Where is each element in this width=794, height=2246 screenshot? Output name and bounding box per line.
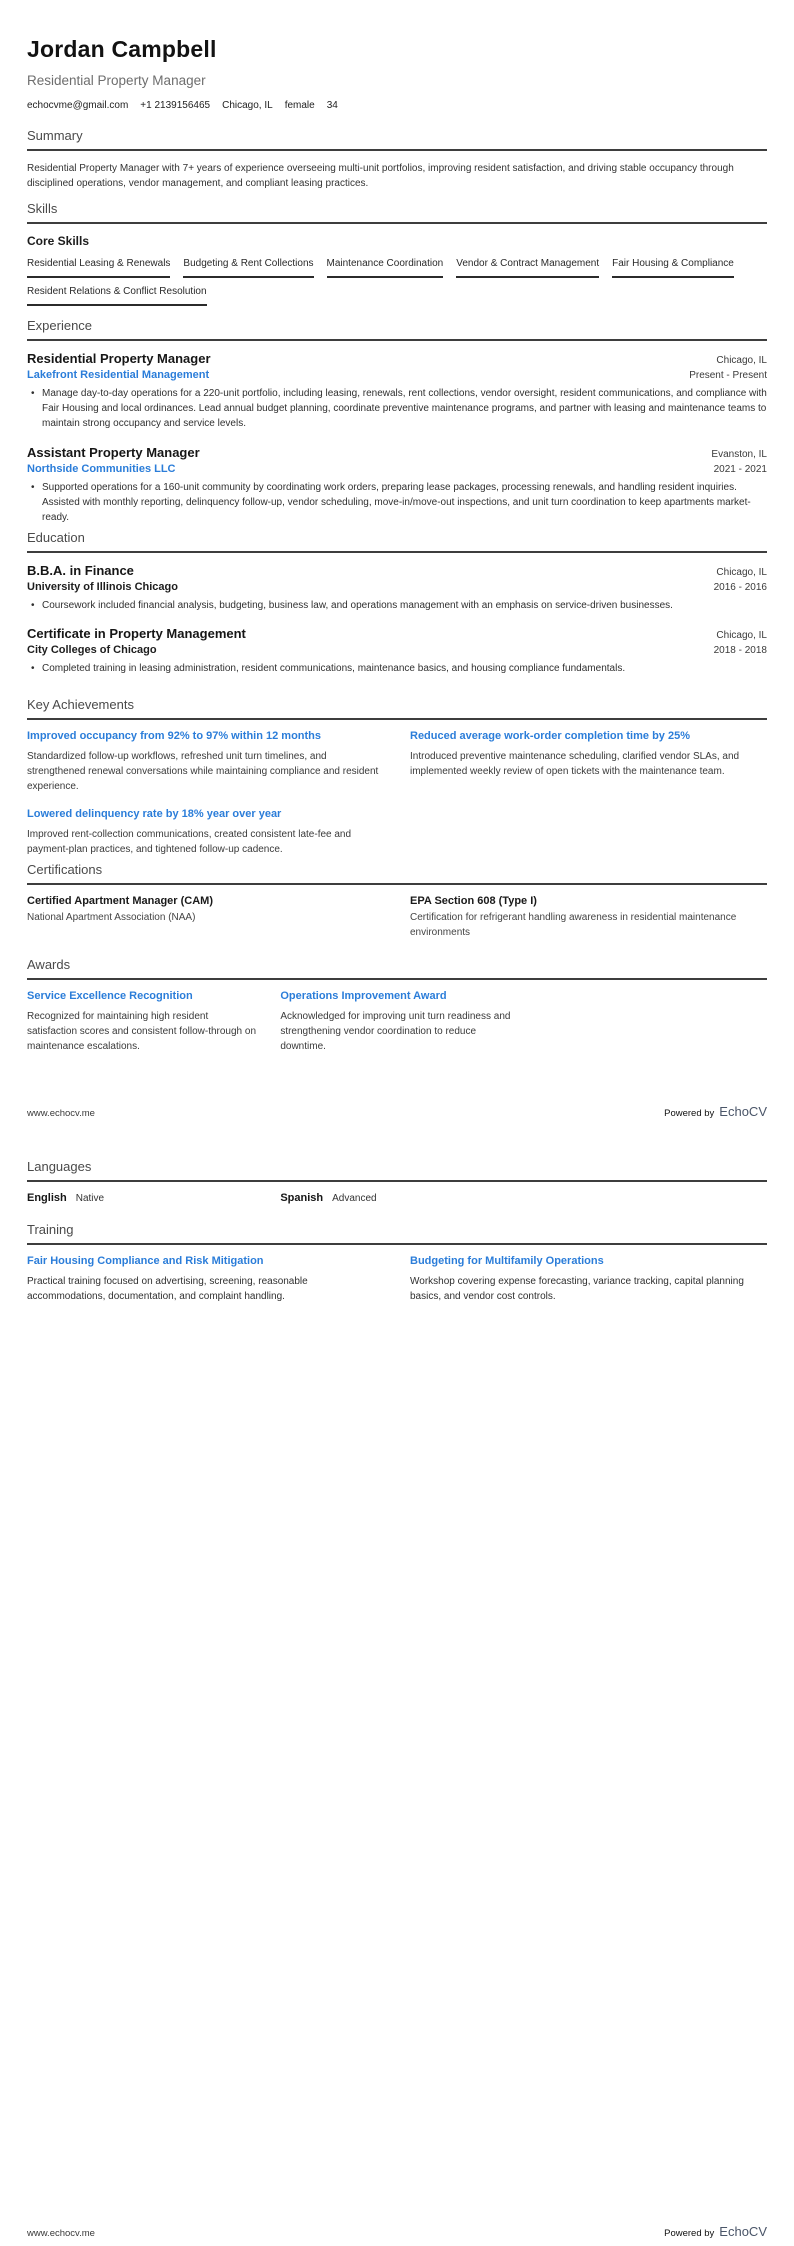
achievement-description: Improved rent-collection communications, created consistent late-fee and payment-plan practices, and tightened follow-up cadence. [27,828,352,855]
echocv-brand-link[interactable]: EchoCV [719,1104,767,1119]
school-name: University of Illinois Chicago [27,581,178,593]
skill-item: Resident Relations & Conflict Resolution [27,285,207,306]
languages-heading: Languages [27,1159,767,1182]
experience-entry [27,445,767,526]
school-location: Chicago, IL [716,567,767,578]
skills-list [27,257,767,306]
experience-heading: Experience [27,318,767,341]
job-bullets [27,386,767,432]
powered-by [664,2224,767,2239]
award-description: Recognized for maintaining high resident satisfaction scores and consistent follow-through on maintenance escalations. [27,1011,257,1053]
achievement-title: Lowered delinquency rate by 18% year over year [27,807,282,820]
contact-email[interactable]: echocvme@gmail.com [27,100,129,111]
award-item [280,990,513,1055]
education-entry [27,626,767,676]
degree-title: B.B.A. in Finance [27,563,134,578]
achievement-item [410,730,767,795]
job-title: Assistant Property Manager [27,444,200,460]
job-title: Residential Property Manager [27,351,211,366]
powered-by-label: Powered by [664,2228,715,2239]
awards-heading: Awards [27,957,767,980]
summary-text: Residential Property Manager with 7+ years of experience overseeing multi-unit portfolios, improving resident satisfaction, and driving stable occupancy through disciplined operations, vendor management, and compliant leasing practices. [27,163,734,189]
achievement-item [27,808,384,857]
school-dates: 2016 - 2016 [713,582,767,593]
job-bullet: • Manage day-to-day operations for a 220-unit portfolio, including leasing, renewals, rent collections, vendor oversight, resident communications, and compliance with Fair Housing and local ordinances. Lead annual budget planning, coordinate preventive maintenance programs, and partner with leasing and maintenance teams to maintain strong occupancy and service levels. [31,386,767,432]
certification-title: Certified Apartment Manager (CAM) [27,895,213,907]
achievement-description: Standardized follow-up workflows, refreshed unit turn timelines, and strengthened renewal conversations while maintaining compliance and resident experience. [27,751,379,793]
section-experience [27,318,767,538]
job-location: Chicago, IL [716,355,767,366]
certification-subtitle: National Apartment Association (NAA) [27,912,196,923]
echocv-brand-link[interactable]: EchoCV [719,2224,767,2239]
job-dates: 2021 - 2021 [713,463,767,475]
language-level: Advanced [332,1193,377,1204]
page1-footer [27,1104,767,1119]
powered-by-label: Powered by [664,1108,715,1119]
education-bullets [27,598,767,613]
company-link[interactable]: Lakefront Residential Management [27,369,210,381]
section-achievements [27,697,767,857]
language-name: English [27,1192,67,1204]
resume-header [27,36,767,111]
certifications-heading: Certifications [27,862,767,885]
experience-entry [27,351,767,432]
language-name: Spanish [280,1192,324,1204]
school-name: City Colleges of Chicago [27,644,157,657]
certification-title: EPA Section 608 (Type I) [410,895,537,907]
job-bullets [27,480,767,526]
training-item [27,1255,384,1304]
training-description: Practical training focused on advertising, screening, reasonable accommodations, documentation, and complaint handling. [27,1276,308,1303]
education-bullet: • Coursework included financial analysis, budgeting, business law, and operations management with an emphasis on service-driven businesses. [31,598,767,613]
job-location: Evanston, IL [711,448,767,460]
award-title: Service Excellence Recognition [27,990,193,1002]
education-bullet: • Completed training in leasing administration, resident communications, maintenance basics, and housing compliance fundamentals. [31,661,767,676]
contact-age: 34 [326,100,338,111]
section-certifications [27,862,767,940]
candidate-title: Residential Property Manager [27,73,206,88]
section-skills [27,201,767,306]
skill-item: Vendor & Contract Management [456,257,599,278]
education-entry [27,563,767,613]
language-level: Native [75,1193,105,1204]
skill-item: Fair Housing & Compliance [612,257,734,278]
powered-by [664,1104,767,1119]
achievement-item [27,730,384,795]
skill-item: Budgeting & Rent Collections [183,257,313,278]
job-dates: Present - Present [689,370,767,381]
training-title: Budgeting for Multifamily Operations [410,1255,604,1267]
certification-item [410,895,767,940]
skills-group-title: Core Skills [27,234,90,248]
skills-heading: Skills [27,201,767,224]
contact-row [27,100,767,111]
footer-site-link[interactable]: www.echocv.me [27,1108,95,1119]
company-link[interactable]: Northside Communities LLC [27,462,176,475]
school-location: Chicago, IL [716,630,767,642]
contact-location: Chicago, IL [222,100,273,111]
skill-item: Maintenance Coordination [327,257,444,278]
skill-item: Residential Leasing & Renewals [27,257,170,278]
job-bullet: • Supported operations for a 160-unit community by coordinating work orders, preparing lease packages, processing renewals, and handling resident inquiries. Assisted with monthly reporting, delinquency follow-up, vendor scheduling, move-in/move-out inspections, and unit turn coordination to keep apartments market-ready. [31,480,767,526]
achievement-title: Reduced average work-order completion time by 25% [410,730,690,742]
contact-phone: +1 2139156465 [140,100,211,111]
section-languages [27,1159,767,1204]
training-title: Fair Housing Compliance and Risk Mitigation [27,1255,264,1267]
award-title: Operations Improvement Award [280,990,447,1002]
training-heading: Training [27,1222,767,1245]
summary-heading: Summary [27,128,767,151]
section-training [27,1222,767,1304]
certification-subtitle: Certification for refrigerant handling awareness in residential maintenance environments [410,912,737,938]
education-bullets [27,661,767,676]
section-summary [27,128,767,191]
certification-item [27,895,384,940]
training-description: Workshop covering expense forecasting, variance tracking, capital planning basics, and vendor cost controls. [410,1276,744,1303]
section-awards [27,957,767,1055]
achievement-description: Introduced preventive maintenance scheduling, clarified vendor SLAs, and implemented weekly review of open tickets with the maintenance team. [410,751,740,778]
award-item [27,990,260,1055]
section-education [27,530,767,689]
footer-site-link[interactable]: www.echocv.me [27,2228,95,2239]
language-item [27,1192,260,1204]
page2-footer [27,2224,767,2239]
contact-gender: female [284,100,315,111]
achievements-heading: Key Achievements [27,697,767,720]
achievement-title: Improved occupancy from 92% to 97% within 12 months [27,730,322,742]
school-dates: 2018 - 2018 [713,645,767,657]
language-item [280,1192,513,1204]
degree-title: Certificate in Property Management [27,626,246,642]
training-item [410,1255,767,1304]
education-heading: Education [27,530,767,553]
award-description: Acknowledged for improving unit turn readiness and strengthening vendor coordination to reduce downtime. [280,1011,511,1053]
candidate-name: Jordan Campbell [27,36,217,62]
